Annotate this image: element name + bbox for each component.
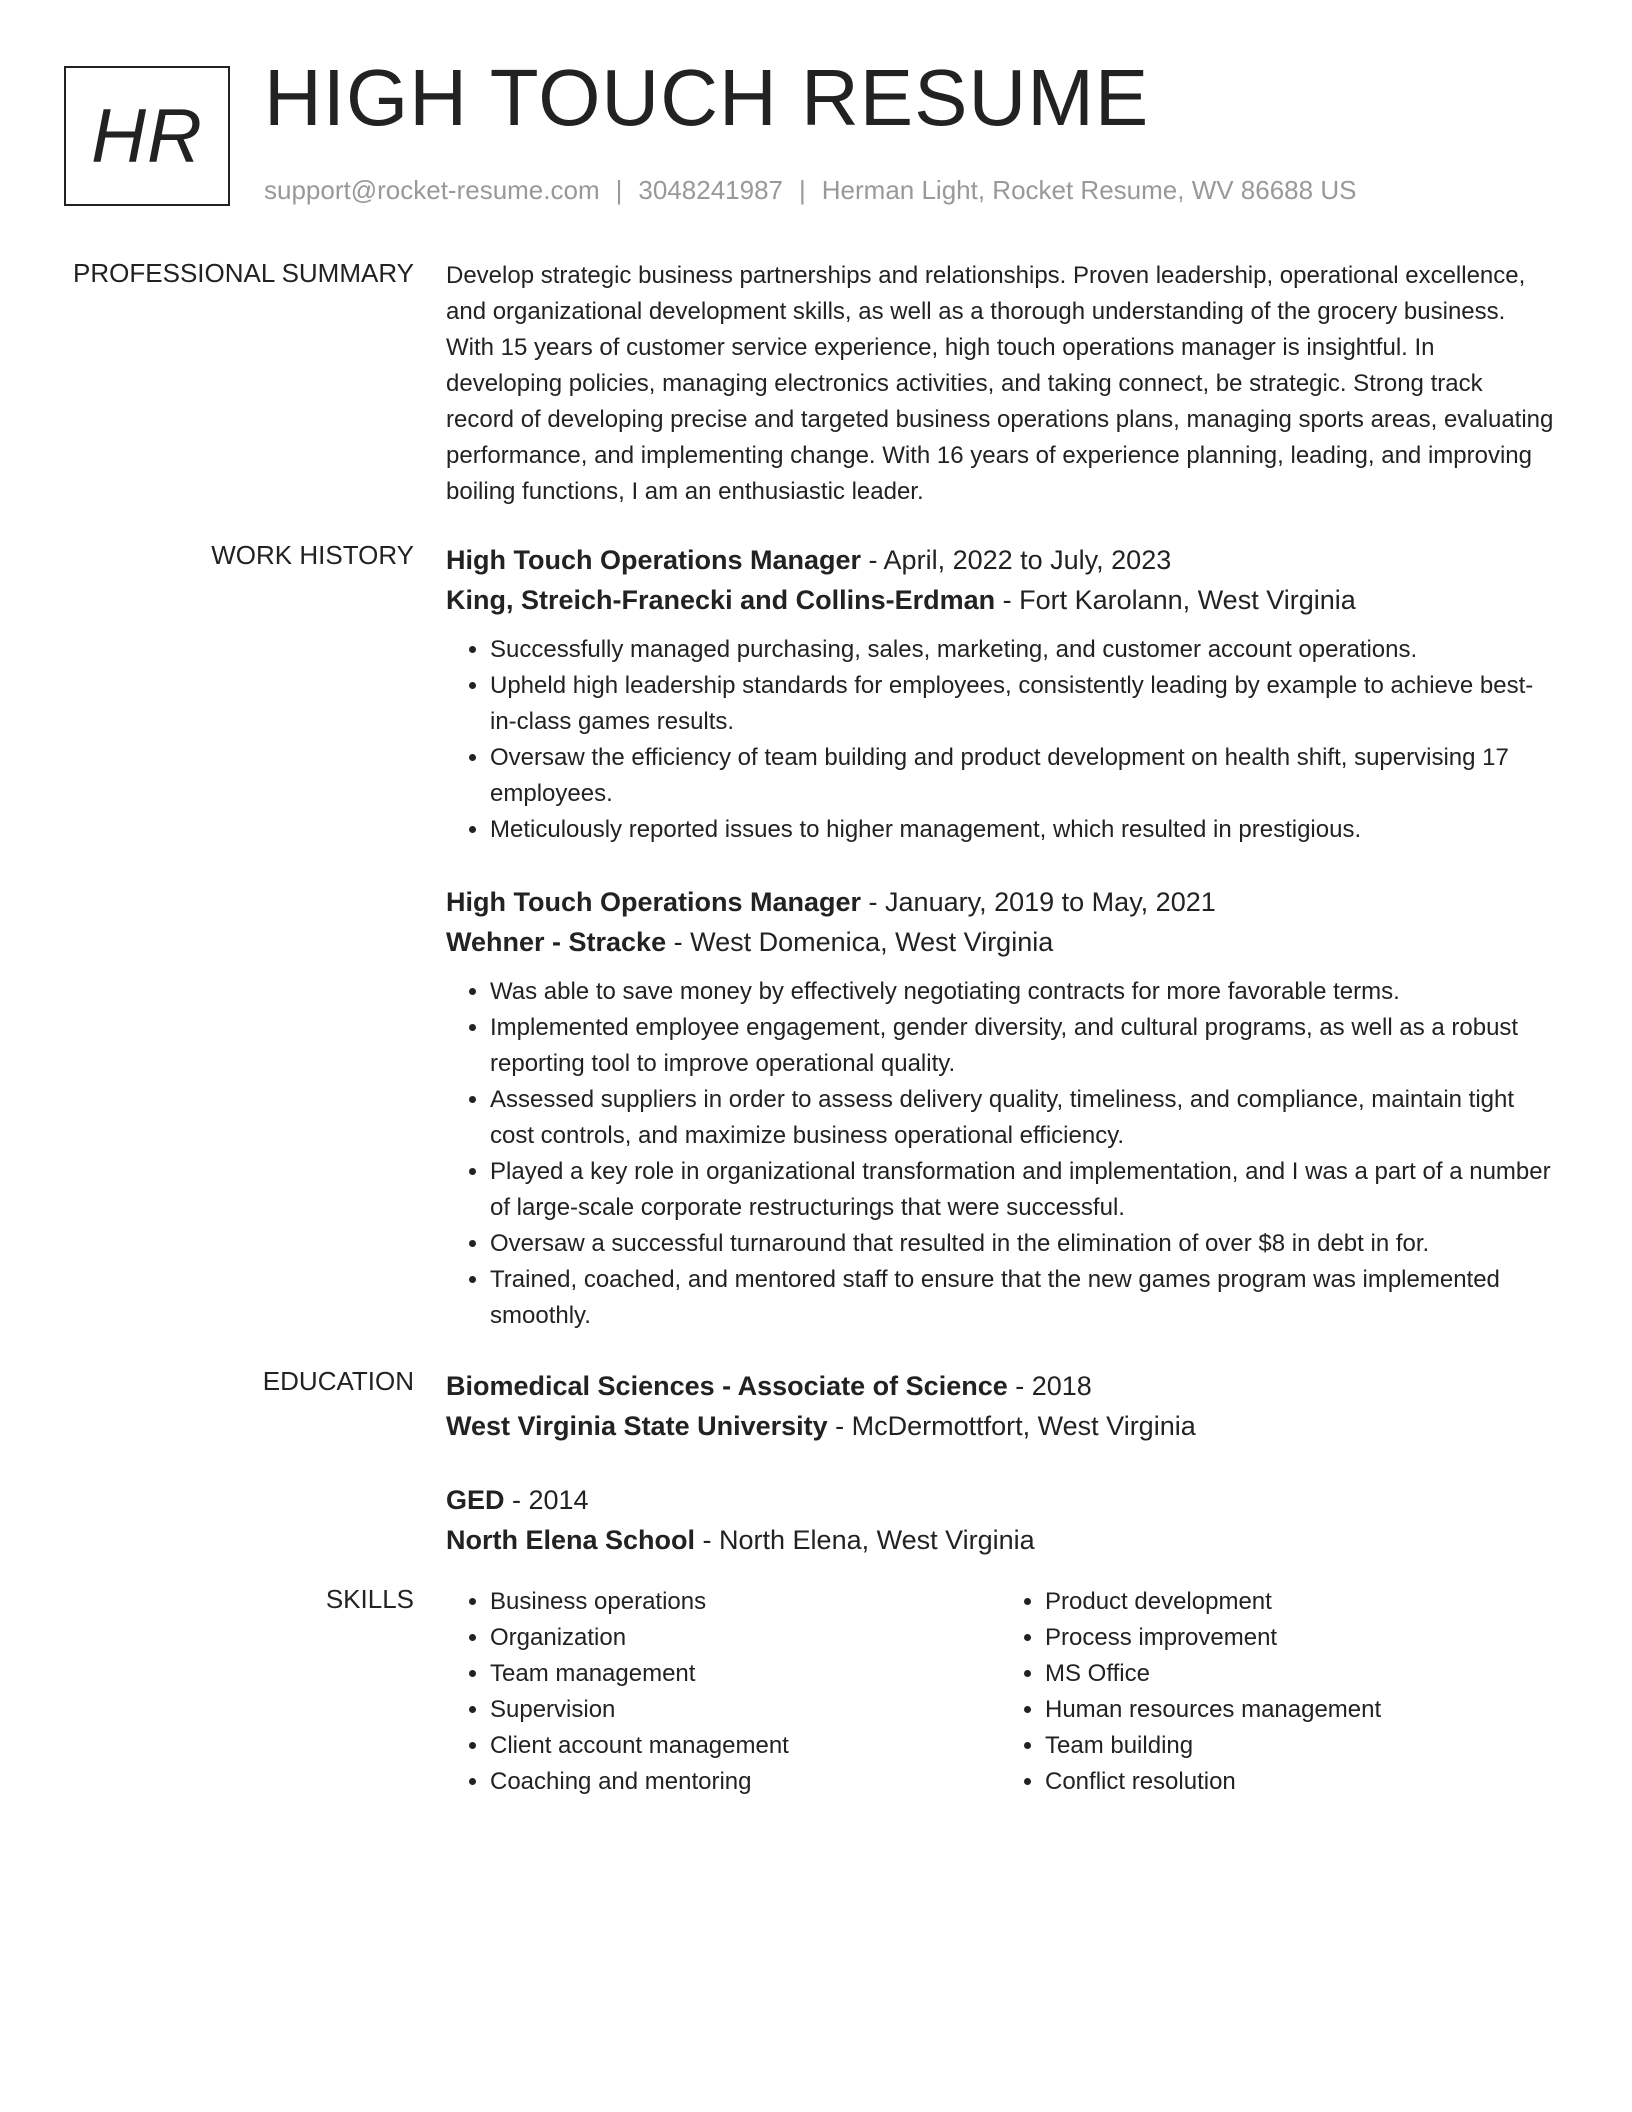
skill-item: • Team management [490, 1656, 1001, 1692]
skill-item: • MS Office [1045, 1656, 1556, 1692]
school-location: - North Elena, West Virginia [695, 1525, 1035, 1555]
job-title-line [446, 540, 1556, 580]
job-bullet: • Oversaw a successful turnaround that resulted in the elimination of over $8 in debt in for. [490, 1226, 1556, 1262]
job-bullet: • Implemented employee engagement, gender diversity, and cultural programs, as well as a robust reporting tool to improve operational quality. [490, 1010, 1556, 1082]
skill-item: • Client account management [490, 1728, 1001, 1764]
contact-address: Herman Light, Rocket Resume, WV 86688 US [821, 175, 1357, 205]
degree: Biomedical Sciences - Associate of Science [446, 1371, 1008, 1401]
skill-item: • Product development [1045, 1584, 1556, 1620]
job-bullet: • Meticulously reported issues to higher management, which resulted in prestigious. [490, 812, 1556, 848]
section-label-summary: PROFESSIONAL SUMMARY [73, 258, 414, 288]
job-location: - Fort Karolann, West Virginia [995, 585, 1356, 615]
skill-item: • Conflict resolution [1045, 1764, 1556, 1800]
work-history-body [446, 540, 1556, 1368]
school: North Elena School [446, 1525, 696, 1555]
skills-columns [446, 1584, 1556, 1800]
skills-list-right [1001, 1584, 1556, 1800]
school: West Virginia State University [446, 1411, 828, 1441]
job-title: High Touch Operations Manager [446, 887, 862, 917]
job-bullet: • Was able to save money by effectively negotiating contracts for more favorable terms. [490, 974, 1556, 1010]
skill-item: • Business operations [490, 1584, 1001, 1620]
job-title-line [446, 882, 1556, 922]
education-body [446, 1366, 1556, 1594]
contact-separator: | [799, 175, 806, 205]
job-bullet: • Played a key role in organizational transformation and implementation, and I was a part of a number of large-scale corporate restructurings that were successful. [490, 1154, 1556, 1226]
job-bullet: • Oversaw the efficiency of team building and product development on health shift, supervising 17 employees. [490, 740, 1556, 812]
skill-item: • Coaching and mentoring [490, 1764, 1001, 1800]
degree-year: - 2018 [1007, 1371, 1092, 1401]
skill-item: • Team building [1045, 1728, 1556, 1764]
degree-line [446, 1480, 1556, 1520]
section-label-education: EDUCATION [262, 1366, 414, 1396]
job-company: King, Streich-Franecki and Collins-Erdman [446, 585, 996, 615]
job-bullet: • Trained, coached, and mentored staff to ensure that the new games program was implemented smoothly. [490, 1262, 1556, 1334]
monogram-box [64, 66, 230, 206]
job-bullet: • Successfully managed purchasing, sales, marketing, and customer account operations. [490, 632, 1556, 668]
education-entry [446, 1480, 1556, 1560]
section-label-work-history: WORK HISTORY [211, 540, 414, 570]
school-line [446, 1406, 1556, 1446]
job-bullet: • Upheld high leadership standards for employees, consistently leading by example to achieve best-in-class games results. [490, 668, 1556, 740]
monogram-initials: HR [91, 93, 203, 179]
job-company-line [446, 922, 1556, 962]
skills-body [446, 1584, 1556, 1800]
school-location: - McDermottfort, West Virginia [827, 1411, 1196, 1441]
job-dates: - January, 2019 to May, 2021 [861, 887, 1216, 917]
contact-phone: 3048241987 [638, 175, 783, 205]
job-company: Wehner - Stracke [446, 927, 667, 957]
job-location: - West Domenica, West Virginia [666, 927, 1054, 957]
skill-item: • Process improvement [1045, 1620, 1556, 1656]
summary-body [446, 258, 1556, 510]
job-bullet: • Assessed suppliers in order to assess delivery quality, timeliness, and compliance, maintain tight cost controls, and maximize business operational efficiency. [490, 1082, 1556, 1154]
job-company-line [446, 580, 1556, 620]
school-line [446, 1520, 1556, 1560]
job-entry [446, 540, 1556, 848]
skill-item: • Supervision [490, 1692, 1001, 1728]
skill-item: • Organization [490, 1620, 1001, 1656]
contact-separator: | [615, 175, 623, 205]
resume-name: HIGH TOUCH RESUME [264, 53, 1150, 142]
job-bullets [446, 974, 1556, 1334]
summary-text: Develop strategic business partnerships and relationships. Proven leadership, operational excellence, and organizational development skills, as well as a thorough understanding of the grocery business. With 15 years of customer service experience, high touch operations manager is insightful. In developing policies, managing electronics activities, and taking connect, be strategic. Strong track record of developing precise and targeted business operations plans, managing sports areas, evaluating performance, and implementing change. With 16 years of experience planning, leading, and improving boiling functions, I am an enthusiastic leader. [446, 262, 1554, 505]
job-bullets [446, 632, 1556, 848]
skill-item: • Human resources management [1045, 1692, 1556, 1728]
job-entry [446, 882, 1556, 1334]
degree-year: - 2014 [504, 1485, 589, 1515]
degree: GED [446, 1485, 505, 1515]
section-label-skills: SKILLS [325, 1584, 414, 1614]
job-title: High Touch Operations Manager [446, 545, 862, 575]
skills-list-left [446, 1584, 1001, 1800]
education-entry [446, 1366, 1556, 1446]
contact-line [264, 175, 1356, 206]
contact-email: support@rocket-resume.com [264, 175, 600, 205]
job-dates: - April, 2022 to July, 2023 [861, 545, 1172, 575]
degree-line [446, 1366, 1556, 1406]
